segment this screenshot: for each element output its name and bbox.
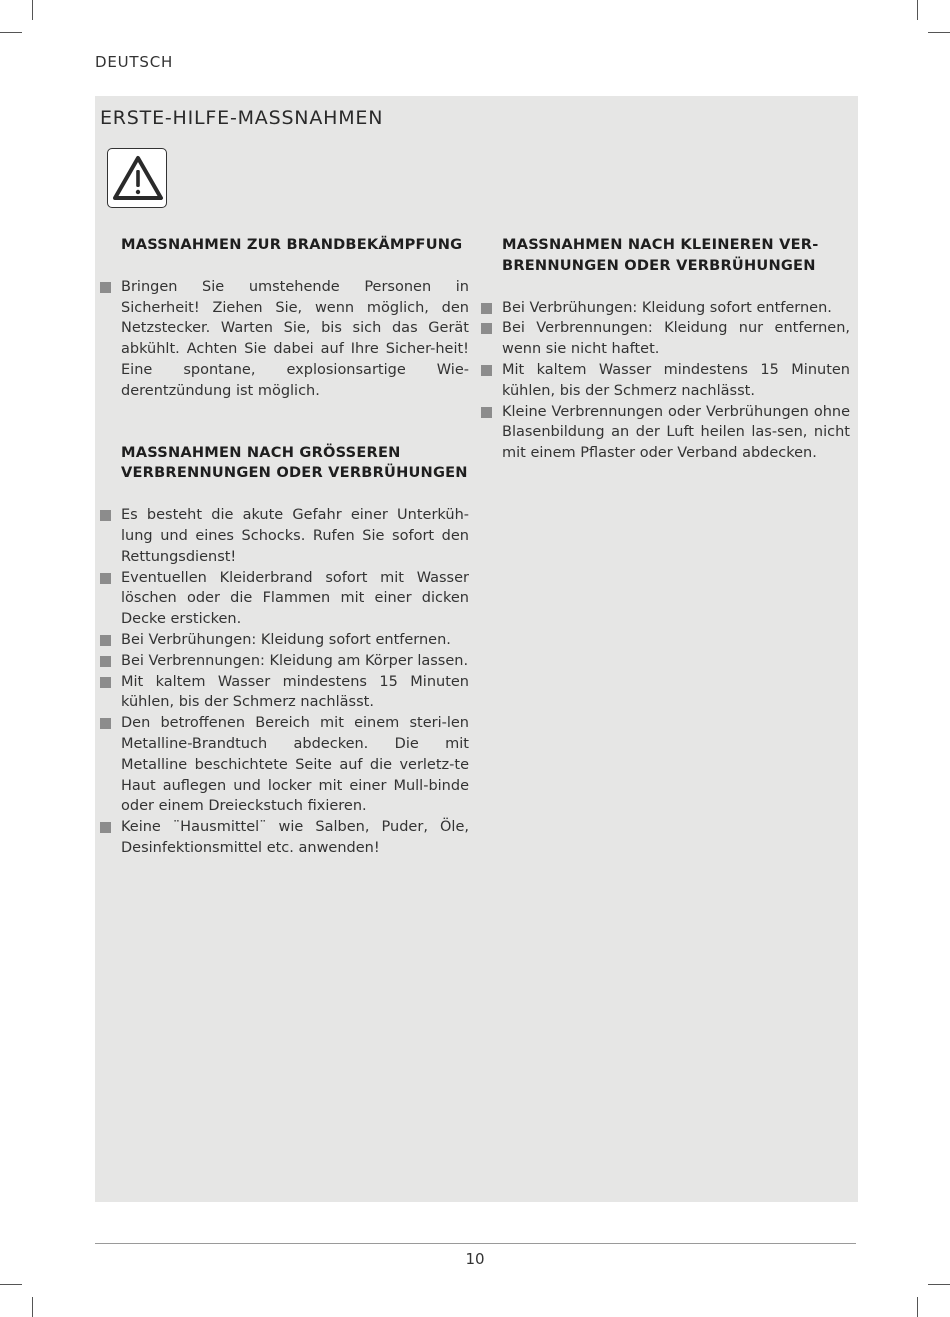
footer-divider <box>95 1243 856 1244</box>
warning-triangle-glyph <box>111 152 165 206</box>
right-column <box>480 235 850 464</box>
section-title: ERSTE-HILFE-MASSNAHMEN <box>100 107 384 129</box>
crop-mark <box>0 32 22 33</box>
list-item: Bringen Sie umstehende Personen in Sicherheit! Ziehen Sie, wenn möglich, den Netzstecker. Warten Sie, bis sich das Gerät abkühlt. Achten Sie dabei auf Ihre Sicher-heit! Eine spontane, explosionsartige Wie-derentzündung ist möglich. <box>99 277 469 402</box>
crop-mark <box>32 1297 33 1317</box>
crop-mark <box>928 1284 950 1285</box>
warning-triangle-icon <box>107 148 167 208</box>
list-item: Mit kaltem Wasser mindestens 15 Minuten kühlen, bis der Schmerz nachlässt. <box>480 360 850 402</box>
list-item: Es besteht die akute Gefahr einer Unterküh-lung und eines Schocks. Rufen Sie sofort den Rettungsdienst! <box>99 505 469 567</box>
minor-burns-list <box>480 298 850 464</box>
crop-mark <box>928 32 950 33</box>
list-item: Den betroffenen Bereich mit einem steri-len Metalline-Brandtuch abdecken. Die mit Metalline beschichtete Seite auf die verletz-te Haut auflegen und locker mit einer Mull-binde oder einem Dreieckstuch fixieren. <box>99 713 469 817</box>
major-burns-list <box>99 505 469 859</box>
list-item: Bei Verbrühungen: Kleidung sofort entfernen. <box>480 298 850 319</box>
crop-mark <box>917 1297 918 1317</box>
fire-list <box>99 277 469 402</box>
major-burns-heading: MASSNAHMEN NACH GRÖSSEREN VERBRENNUNGEN ODER VERBRÜHUNGEN <box>121 443 468 482</box>
list-item: Keine ¨Hausmittel¨ wie Salben, Puder, Öle, Desinfektionsmittel etc. anwenden! <box>99 817 469 859</box>
page-number: 10 <box>465 1250 485 1268</box>
left-column <box>99 235 469 859</box>
list-item: Bei Verbrennungen: Kleidung nur entfernen, wenn sie nicht haftet. <box>480 318 850 360</box>
crop-mark <box>0 1284 22 1285</box>
language-label: DEUTSCH <box>95 53 174 71</box>
minor-burns-heading: MASSNAHMEN NACH KLEINEREN VER-BRENNUNGEN ODER VERBRÜHUNGEN <box>502 236 819 274</box>
crop-mark <box>32 0 33 20</box>
list-item: Bei Verbrühungen: Kleidung sofort entfernen. <box>99 630 469 651</box>
list-item: Bei Verbrennungen: Kleidung am Körper lassen. <box>99 651 469 672</box>
list-item: Kleine Verbrennungen oder Verbrühungen ohne Blasenbildung an der Luft heilen las-sen, nicht mit einem Pflaster oder Verband abdecken. <box>480 402 850 464</box>
crop-mark <box>917 0 918 20</box>
list-item: Eventuellen Kleiderbrand sofort mit Wasser löschen oder die Flammen mit einer dicken Decke ersticken. <box>99 568 469 630</box>
list-item: Mit kaltem Wasser mindestens 15 Minuten kühlen, bis der Schmerz nachlässt. <box>99 672 469 714</box>
fire-heading: MASSNAHMEN ZUR BRANDBEKÄMPFUNG <box>121 236 463 253</box>
first-aid-panel <box>95 96 858 1202</box>
